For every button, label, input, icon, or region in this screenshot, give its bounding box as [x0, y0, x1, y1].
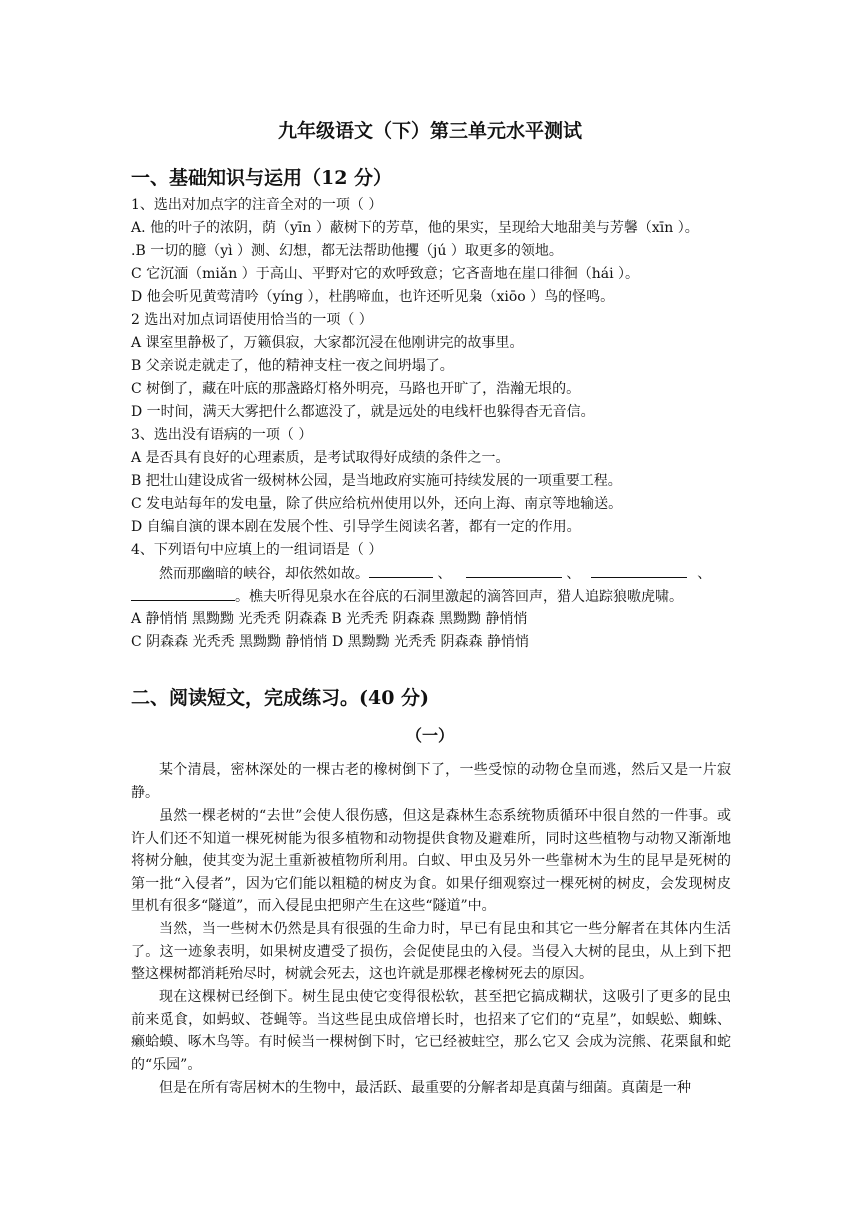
separator: 、: [437, 566, 452, 582]
question-3-option-c: C 发电站每年的发电量，除了供应给杭州使用以外，还向上海、南京等地输送。: [131, 496, 623, 512]
question-1-option-d: D 他会听见黄莺清吟（yíng ），杜鹃啼血，也许还听见枭（xiōo ）鸟的怪鸣。: [131, 289, 615, 305]
passage-paragraph-2: 虽然一棵老树的“去世”会使人很伤感，但这是森林生态系统物质循环中很自然的一件事。或许人们还不知道一棵死树能为很多植物和动物提供食物及避难所，同时这些植物与动物又渐渐地将树分触，使其变为泥土重新被植物所利用。白蚁、甲虫及另外一些靠树木为生的昆早是死树的第一批“入侵者”，因为它们能以粗糙的树皮为食。如果仔细观察过一棵死树的树皮，会发现树皮里机有很多“隧道”，而入侵昆虫把卵产生在这些“隧道”中。: [131, 808, 731, 915]
question-1-option-b: .B 一切的臆（yì ）测、幻想，都无法帮助他攫（jú ）取更多的领地。: [131, 243, 563, 259]
section-heading-2: 二、阅读短文，完成练习。(40 分): [131, 687, 430, 709]
section-heading-1: 一、基础知识与运用（12 分）: [131, 167, 393, 189]
passage-paragraph-4: 现在这棵树已经倒下。树生昆虫使它变得很松软，甚至把它搞成糊状，这吸引了更多的昆虫前来觅食，如蚂蚁、苍蝇等。当这些昆虫成倍增长时，也招来了它们的“克星”，如蜈蚣、蜘蛛、癞蛤蟆、啄木鸟等。有时候当一棵树倒下时，它已经被蛀空，那么它又 会成为浣熊、花栗鼠和蛇的“乐园”。: [131, 989, 731, 1073]
question-4-options-cd: C 阴森森 光秃秃 黑黝黝 静悄悄 D 黑黝黝 光秃秃 阴森森 静悄悄: [131, 634, 529, 650]
passage-paragraph-1: 某个清晨，密林深处的一棵古老的橡树倒下了，一些受惊的动物仓皇而逃，然后又是一片寂静。: [131, 762, 731, 801]
page-title: 九年级语文（下）第三单元水平测试: [277, 120, 582, 142]
question-4-options-ab: A 静悄悄 黑黝黝 光秃秃 阴森森 B 光秃秃 阴森森 黑黝黝 静悄悄: [131, 611, 528, 627]
separator: 、: [697, 566, 712, 582]
question-2-stem: 2 选出对加点词语使用恰当的一项（ ）: [131, 312, 373, 328]
question-4-fill-line-2: [131, 586, 683, 607]
question-2-option-b: B 父亲说走就走了，他的精神支柱一夜之间坍塌了。: [131, 358, 454, 374]
question-3-option-b: B 把壮山建设成省一级树林公园，是当地政府实施可持续发展的一项重要工程。: [131, 473, 622, 489]
question-2-option-a: A 课室里静极了，万籁俱寂，大家都沉浸在他刚讲完的故事里。: [131, 335, 524, 351]
question-1-stem: 1、选出对加点字的注音全对的一项（ ）: [131, 197, 383, 213]
fill-blank-3: [591, 563, 687, 578]
question-4-stem: 4、下列语句中应填上的一组词语是（ ）: [131, 542, 383, 558]
question-1-option-c: C 它沉湎（miǎn ）于高山、平野对它的欢呼致意；它吝啬地在崖口徘徊（hái ）。: [131, 266, 640, 282]
question-3-option-d: D 自编自演的课本剧在发展个性、引导学生阅读名著，都有一定的作用。: [131, 519, 581, 535]
fill-blank-2: [466, 563, 562, 578]
question-1-option-a: A. 他的叶子的浓阴，荫（yīn ）蔽树下的芳草，他的果实，呈现给大地甜美与芳馨（xīn ）。: [131, 220, 699, 236]
fill-blank-1: [369, 563, 433, 578]
passage-paragraph-5: 但是在所有寄居树木的生物中，最活跃、最重要的分解者却是真菌与细菌。真菌是一种: [159, 1080, 691, 1096]
passage-number: （一）: [405, 726, 454, 745]
question-4-fill-line-1: [159, 563, 711, 584]
question-3-option-a: A 是否具有良好的心理素质，是考试取得好成绩的条件之一。: [131, 450, 510, 466]
separator: 、: [566, 566, 581, 582]
passage-paragraph-3: 当然，当一些树木仍然是具有很强的生命力时，早已有昆虫和其它一些分解者在其体内生活了。这一迹象表明，如果树皮遭受了损伤，会促使昆虫的入侵。当侵入大树的昆虫，从上到下把整这棵树都消耗殆尽时，树就会死去，这也许就是那棵老橡树死去的原因。: [131, 921, 731, 983]
question-4-text-1: 然而那幽暗的峡谷，却依然如故。: [159, 566, 369, 582]
question-3-stem: 3、选出没有语病的一项（ ）: [131, 427, 313, 443]
fill-blank-4: [131, 586, 235, 601]
question-2-option-c: C 树倒了，藏在叶底的那盏路灯格外明亮，马路也开旷了，浩瀚无垠的。: [131, 381, 581, 397]
question-2-option-d: D 一时间，满天大雾把什么都遮没了，就是远处的电线杆也躲得杳无音信。: [131, 404, 595, 420]
question-4-text-2: 。樵夫听得见泉水在谷底的石洞里激起的滴答回声，猎人追踪狼嗷虎啸。: [235, 589, 683, 605]
